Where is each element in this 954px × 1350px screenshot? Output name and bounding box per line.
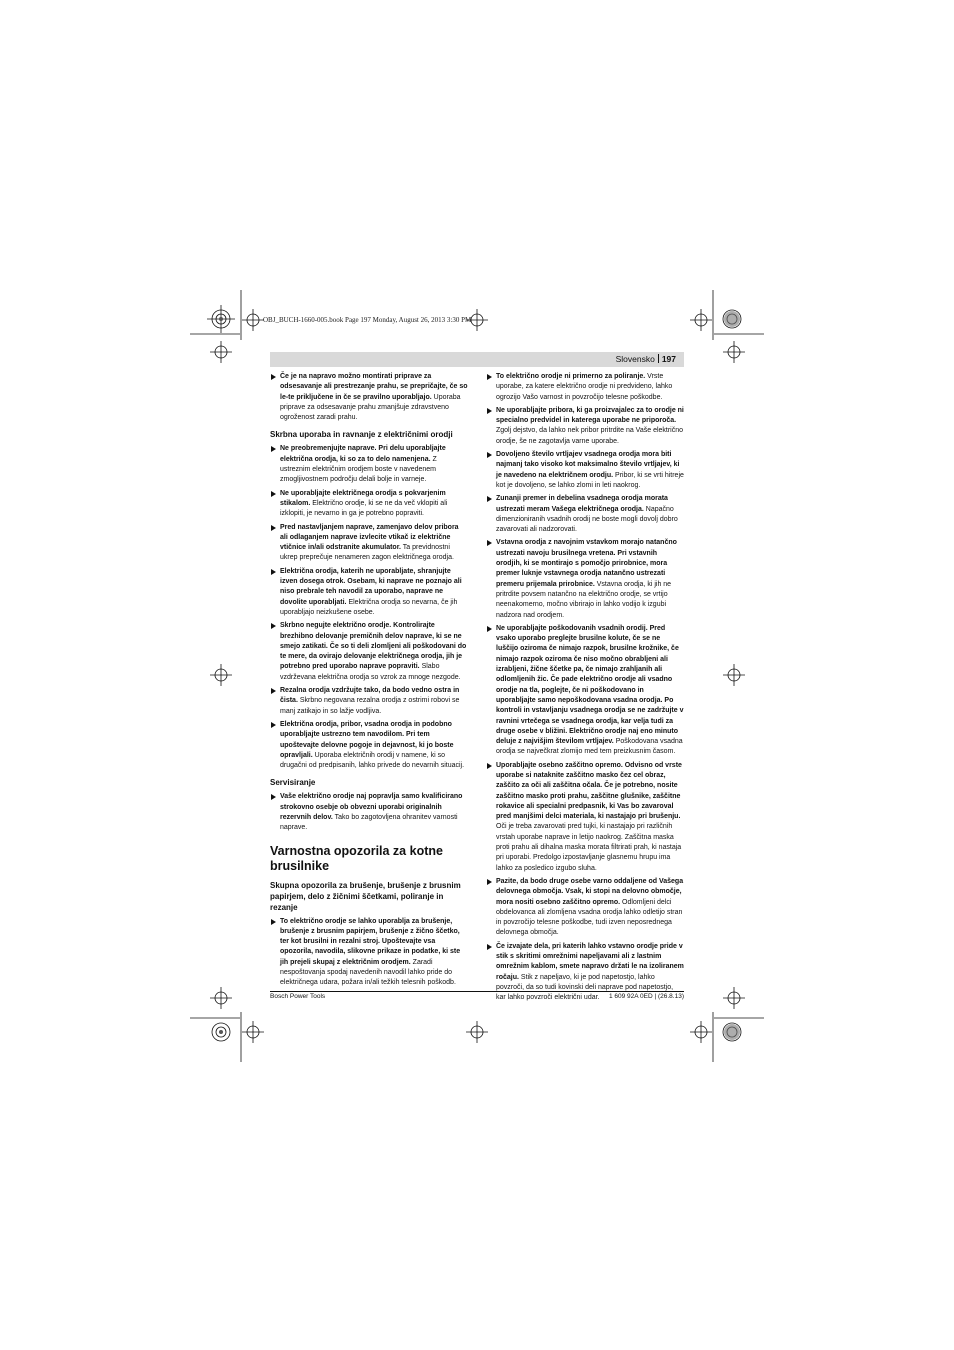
- item-bold: Pazite, da bodo druge osebe varno oddaljene od Vašega delovnega območja. Vsak, ki stopi na delovno območje, mora nositi osebno zaščitno opremo.: [496, 877, 684, 906]
- list-item: [486, 494, 684, 535]
- item-bold: To električno orodje se lahko uporablja za brušenje, brušenje z brusnim papirjem, brušenje z žično ščetko, ter kot brusilni in rezalni stroj. Upoštevajte vsa opozorila, navodila, slikovne prikaze in podatke, ki ste jih prejeli skupaj z električnim orodjem.: [280, 917, 461, 966]
- bullet-arrow-icon: [271, 794, 276, 800]
- bullet-arrow-icon: [487, 540, 492, 546]
- list-item: [270, 720, 468, 771]
- footer-brand: Bosch Power Tools: [270, 993, 326, 1000]
- footer-rule: [270, 991, 684, 992]
- item-bold: Če je na napravo možno montirati priprave za odsesavanje ali prestrezanje prahu, se prepričajte, če so le-te priključene in če se pravilno uporabljajo.: [280, 373, 468, 401]
- list-item: [486, 406, 684, 447]
- bullet-arrow-icon: [271, 919, 276, 925]
- item-bold: Uporabljajte osebno zaščitno opremo. Odvisno od vrste uporabe si nataknite zaščitno masko čez cel obraz, zaščito za oči ali zaščitna očala. Če je potrebno, nosite zaščitno masko proti prahu, zaščitne glušnike, zaščitne rokavice ali specialni predpasnik, ki Vas bo zavaroval pred manjšimi delci materiala, ki nastajajo pri brušenju.: [496, 761, 682, 821]
- list-item: [486, 877, 684, 939]
- list-item: [270, 489, 468, 520]
- right-column: [486, 372, 684, 1007]
- item-text: Skrbno negovana rezalna orodja z ostrimi robovi se manj zatikajo in so lažje vodljiva.: [280, 697, 460, 715]
- item-text: Električna orodja so nevarna, če jih uporabljajo neizkušene osebe.: [280, 598, 458, 616]
- item-bold: Ne uporabljajte pribora, ki ga proizvajalec za to orodje ni specialno predvidel in katerega uporabe ne priporoča.: [496, 406, 684, 425]
- item-text: Z ustreznim električnim orodjem boste v navedenem zmogljivostnem področju delali bolje in varneje.: [280, 455, 437, 484]
- list-item: [270, 372, 468, 423]
- item-bold: Ne preobremenjujte naprave. Pri delu uporabljajte električna orodja, ki so za to delo namenjena.: [280, 445, 446, 463]
- bullet-arrow-icon: [271, 688, 276, 694]
- list-item: [270, 523, 468, 564]
- item-bold: Električna orodja, pribor, vsadna orodja in podobno uporabljajte ustrezno tem navodilom. Pri tem upoštevajte delovne pogoje in dejavnost, ki jo boste opravljali.: [280, 720, 454, 759]
- list-item: [270, 444, 468, 485]
- bullet-arrow-icon: [487, 879, 492, 885]
- item-text: Zaradi nespoštovanja spodaj navedenih navodil lahko pride do električnega udara, požara in/ali težkih telesnih poškodb.: [280, 958, 456, 987]
- item-bold: Dovoljeno število vrtljajev vsadnega orodja mora biti najmanj tako visoko kot maksimalno število vrtljajev, ki je navedeno na električnem orodju.: [496, 451, 680, 479]
- bullet-arrow-icon: [271, 491, 276, 497]
- item-bold: Pred nastavljanjem naprave, zamenjavo delov pribora ali odlaganjem naprave izvlecite vtikač iz električne vtičnice in/ali odstranite akumulator.: [280, 523, 459, 552]
- item-text: Uporaba električnih orodij v namene, ki so drugačni od predpisanih, lahko privede do nevarnih situacij.: [280, 751, 465, 770]
- list-item: [486, 761, 684, 874]
- footer-doc-code: 1 609 92A 0ED | (26.8.13): [608, 993, 684, 1000]
- item-text: Napačno dimenzioniranih vsadnih orodij ne boste mogli dovolj dobro zavarovati ali nadzorovati.: [496, 505, 678, 534]
- header-language: Slovensko: [615, 354, 655, 364]
- item-text: Električno orodje, ki se ne da več vklopiti ali izklopiti, je nevarno in ga je potrebno popraviti.: [280, 499, 448, 518]
- item-bold: Ne uporabljajte poškodovanih vsadnih orodij. Pred vsako uporabo preglejte brusilne kolute, če se ne luščijo oziroma če nimajo razpok, brusilne krožnike, če nimajo razpok oziroma če niso močno obrabljeni ali izrabljeni, žične ščetke pa, če nimajo zrahljanih ali odlomljenih žic. Če pade električno orodje ali vsadno orodje na tla, poglejte, če ni poškodovano in uporabljajte samo nepoškodovana vsadna orodja. Po kontroli in vstavljanju vsadnega orodja se ne zadržujte v ravnini vrtečega se vsadnega orodja, kar velja tudi za druge osebe v bližini. Električno orodje naj eno minuto deluje z najvišjim številom vrtljajev.: [496, 624, 684, 746]
- item-bold: Rezalna orodja vzdržujte tako, da bodo vedno ostra in čista.: [280, 687, 460, 705]
- item-text: Slabo vzdrževana električna orodja so vzrok za mnoge nezgode.: [280, 663, 461, 681]
- item-bold: Skrbno negujte električno orodje. Kontrolirajte brezhibno delovanje premičnih delov naprave, ki se ne smejo zatikati. Če so ti deli zlomljeni ali poškodovani do te mere, da ovirajo delovanje električnega orodja, jih je potrebno pred uporabo naprave popraviti.: [280, 622, 467, 671]
- bullet-arrow-icon: [271, 446, 276, 452]
- item-text: Ta previdnostni ukrep preprečuje nenameren zagon električnega orodja.: [280, 544, 454, 562]
- common-warnings-heading: Skupna opozorila za brušenje, brušenje z brusnim papirjem, delo z žičnimi ščetkami, poliranje in rezanje: [270, 880, 461, 912]
- bullet-arrow-icon: [487, 763, 492, 769]
- item-text: Pribor, ki se vrti hitreje kot je dovoljeno, se lahko zlomi in leti naokrog.: [496, 471, 684, 489]
- item-text: Stik z napeljavo, ki je pod napetostjo, lahko povzroči, da so tudi kovinski deli naprave pod napetostjo, kar lahko povzroči električni udar.: [496, 973, 674, 1002]
- list-item: [486, 624, 684, 758]
- item-bold: Zunanji premer in debelina vsadnega orodja morata ustrezati meram Vašega električnega orodja.: [496, 495, 668, 513]
- item-text: Uporaba priprave za odsesavanje prahu zmanjšuje zdravstveno ogroženost zaradi prahu.: [280, 393, 461, 422]
- page-number: 197: [661, 354, 676, 364]
- header-text: [616, 354, 676, 364]
- list-item: [270, 567, 468, 618]
- item-text: Tako bo zagotovljena ohranitev varnosti naprave.: [280, 813, 458, 832]
- item-bold: Vaše električno orodje naj popravlja samo kvalificirano strokovno osebje ob obvezni uporabi originalnih rezervnih delov.: [280, 793, 463, 821]
- item-bold: Električna orodja, katerih ne uporabljate, shranjujte izven dosega otrok. Osebam, ki naprave ne poznajo ali niso prebrale teh navodil za uporabo, naprave ne dovolite uporabljati.: [280, 567, 462, 606]
- list-item: [270, 621, 468, 683]
- bullet-arrow-icon: [271, 374, 276, 380]
- page-header: [270, 352, 684, 367]
- bullet-arrow-icon: [487, 452, 492, 458]
- item-text: Vstavna orodja, ki jih ne pritrdite povsem natančno na električno orodje, se vrtijo neenakomerno, močno vibrirajo in lahko vodijo k izgubi nadzora nad orodjem.: [496, 580, 672, 619]
- item-text: Odlomljeni delci obdelovanca ali zlomljena vsadna orodja lahko odletijo stran in povzročijo telesne poškodbe, tudi izven neposrednega delovnega območja.: [496, 898, 683, 937]
- bullet-arrow-icon: [487, 944, 492, 950]
- bullet-arrow-icon: [487, 496, 492, 502]
- item-text: Oči je treba zavarovati pred tujki, ki nastajajo pri različnih vrstah uporabe naprave in letijo naokrog. Zaščitna maska proti prahu ali dihalna maska morata filtrirati prah, ki nastaja pri uporabi. Predolgo izpostavljanje glasnemu hrupu ima lahko za posledico izgubo sluha.: [496, 823, 682, 872]
- header-separator: [658, 354, 659, 363]
- section-title-careful-use: Skrbna uporaba in ravnanje z električnimi orodji: [270, 430, 453, 440]
- bullet-arrow-icon: [271, 525, 276, 531]
- list-item: [270, 917, 468, 989]
- section-title-servicing: Servisiranje: [270, 778, 316, 788]
- list-item: [486, 538, 684, 620]
- item-text: Vrste uporabe, za katere električno orodje ni predvideno, lahko ogrozijo Vašo varnost in povzročijo telesne poškodbe.: [496, 373, 673, 401]
- item-bold: Ne uporabljajte električnega orodja s pokvarjenim stikalom.: [280, 489, 446, 507]
- list-item: [486, 372, 684, 403]
- bullet-arrow-icon: [487, 408, 492, 414]
- item-bold: Vstavna orodja z navojnim vstavkom morajo natančno ustrezati navoju brusilnega vretena. Pri vstavnih orodjih, ki se montirajo s pomočjo prirobnice, mora premer luknje vstavnega orodja natančno ustrezati premeru prijemala prirobnice.: [496, 539, 677, 588]
- bullet-arrow-icon: [487, 374, 492, 380]
- item-text: Poškodovana vsadna orodja se največkrat zlomijo med tem preizkusnim časom.: [496, 738, 683, 756]
- section-title-angle-grinder-warnings: Varnostna opozorila za kotne brusilnike: [270, 843, 443, 873]
- left-column: [270, 372, 468, 992]
- list-item: [270, 686, 468, 717]
- item-bold: Če izvajate dela, pri katerih lahko vstavno orodje pride v stik s skritimi omrežnimi napeljavami ali z lastnim omrežnim kablom, smete napravo držati le na izoliranem ročaju.: [496, 942, 684, 981]
- item-bold: To električno orodje ni primerno za poliranje.: [496, 373, 646, 380]
- bullet-arrow-icon: [487, 626, 492, 632]
- list-item: [486, 450, 684, 491]
- bullet-arrow-icon: [271, 722, 276, 728]
- bullet-arrow-icon: [271, 569, 276, 575]
- list-item: [270, 792, 468, 833]
- item-text: Zgolj dejstvo, da lahko nek pribor pritrdite na Vaše električno orodje, še ne zagotavlja varne uporabe.: [496, 427, 684, 445]
- print-slug: OBJ_BUCH-1660-005.book Page 197 Monday, August 26, 2013 3:30 PM: [263, 316, 472, 324]
- bullet-arrow-icon: [271, 623, 276, 629]
